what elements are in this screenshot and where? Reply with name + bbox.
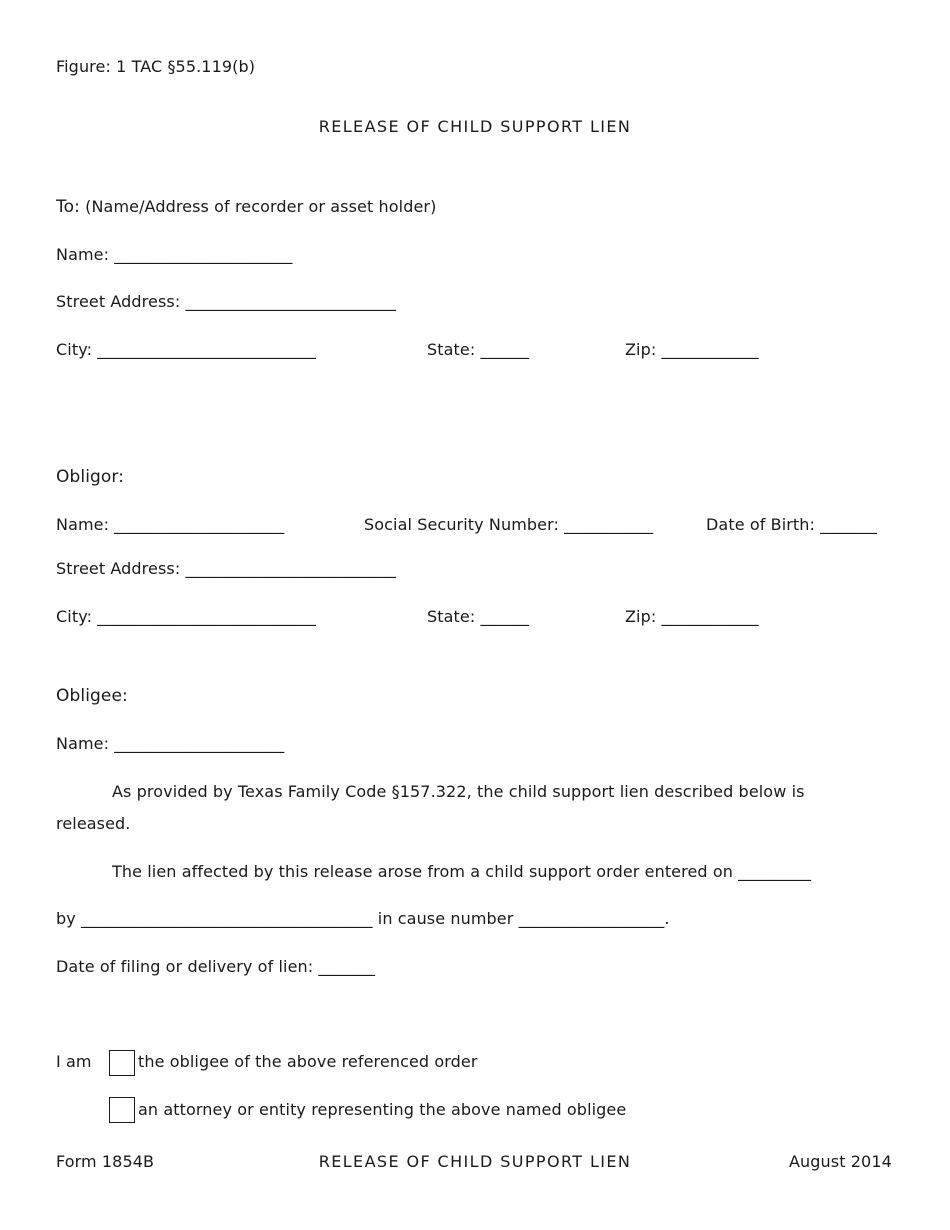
obligor-street-field[interactable]: Street Address: __________________________ (56, 559, 397, 578)
recipient-state-field[interactable]: State: ______ (427, 340, 530, 359)
form-number: Form 1854B (56, 1152, 155, 1171)
obligor-dob-field[interactable]: Date of Birth: _______ (706, 515, 877, 534)
obligor-zip-field[interactable]: Zip: ____________ (625, 607, 759, 626)
obligee-name-field[interactable]: Name: _____________________ (56, 734, 285, 753)
i-am-label: I am (56, 1052, 92, 1071)
recipient-zip-field[interactable]: Zip: ____________ (625, 340, 759, 359)
footer-date: August 2014 (789, 1152, 892, 1171)
footer-title: RELEASE OF CHILD SUPPORT LIEN (318, 1152, 632, 1171)
to-label: To: (56, 197, 80, 217)
obligee-option-label: the obligee of the above referenced order (138, 1052, 478, 1071)
recipient-city-field[interactable]: City: ___________________________ (56, 340, 316, 359)
attorney-option-label: an attorney or entity representing the above named obligee (138, 1100, 627, 1119)
obligor-state-field[interactable]: State: ______ (427, 607, 530, 626)
order-entered-line[interactable]: The lien affected by this release arose from a child support order entered on _________ (112, 862, 812, 881)
to-description: (Name/Address of recorder or asset holder) (85, 197, 437, 216)
obligee-checkbox[interactable] (109, 1050, 135, 1076)
obligor-ssn-field[interactable]: Social Security Number: ___________ (364, 515, 654, 534)
to-line (56, 197, 436, 217)
obligee-heading: Obligee: (56, 686, 128, 706)
obligor-city-field[interactable]: City: ___________________________ (56, 607, 316, 626)
attorney-checkbox[interactable] (109, 1097, 135, 1123)
filing-date-field[interactable]: Date of filing or delivery of lien: _______ (56, 957, 376, 976)
recipient-street-field[interactable]: Street Address: __________________________ (56, 292, 397, 311)
recipient-name-field[interactable]: Name: ______________________ (56, 245, 293, 264)
form-title: RELEASE OF CHILD SUPPORT LIEN (318, 117, 632, 136)
obligor-heading: Obligor: (56, 467, 125, 487)
figure-reference: Figure: 1 TAC §55.119(b) (56, 57, 256, 76)
obligor-name-field[interactable]: Name: _____________________ (56, 515, 285, 534)
cause-number-line[interactable]: by ____________________________________ in cause number __________________. (56, 909, 670, 928)
release-statement: As provided by Texas Family Code §157.322, the child support lien described below is released. (56, 782, 805, 833)
